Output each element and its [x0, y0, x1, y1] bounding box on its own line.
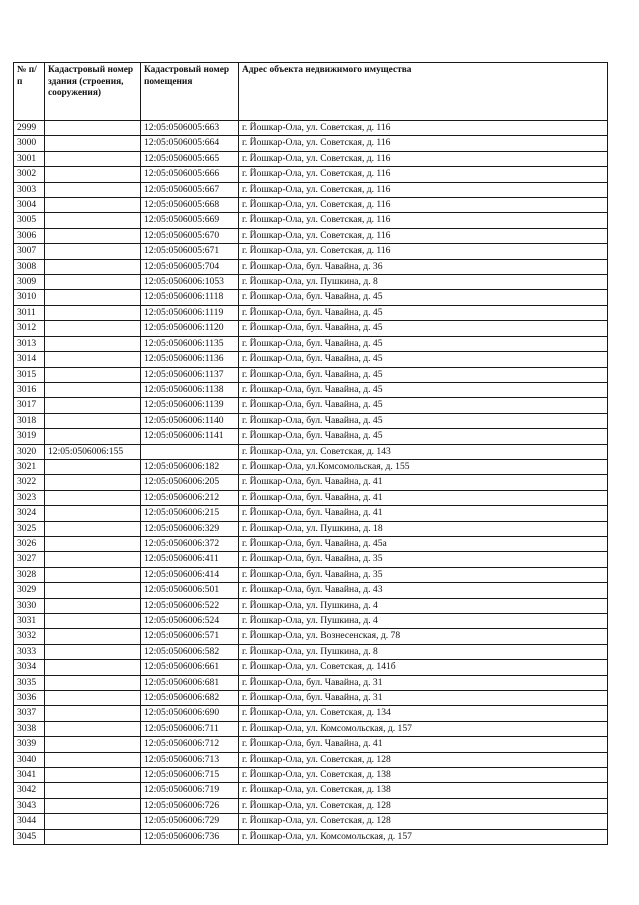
address-cell: г. Йошкар-Ола, ул. Советская, д. 128 [239, 814, 608, 829]
row-number-cell: 3002 [14, 167, 45, 182]
building-cadastral-cell [45, 305, 141, 320]
premises-cadastral-cell: 12:05:0506006:729 [141, 814, 239, 829]
table-row [14, 552, 608, 567]
building-cadastral-cell [45, 275, 141, 290]
premises-cadastral-cell: 12:05:0506006:661 [141, 660, 239, 675]
premises-cadastral-cell: 12:05:0506005:704 [141, 259, 239, 274]
row-number-cell: 3029 [14, 583, 45, 598]
address-cell: г. Йошкар-Ола, ул. Советская, д. 138 [239, 768, 608, 783]
building-cadastral-cell [45, 660, 141, 675]
row-number-cell: 3041 [14, 768, 45, 783]
address-cell: г. Йошкар-Ола, ул. Советская, д. 134 [239, 706, 608, 721]
address-cell: г. Йошкар-Ола, бул. Чавайна, д. 45 [239, 367, 608, 382]
address-cell: г. Йошкар-Ола, ул.Комсомольская, д. 155 [239, 459, 608, 474]
row-number-cell: 3040 [14, 752, 45, 767]
building-cadastral-cell [45, 552, 141, 567]
row-number-cell: 3039 [14, 737, 45, 752]
row-number-cell: 3034 [14, 660, 45, 675]
premises-cadastral-cell: 12:05:0506006:736 [141, 829, 239, 844]
table-row [14, 398, 608, 413]
address-cell: г. Йошкар-Ола, ул. Советская, д. 138 [239, 783, 608, 798]
address-cell: г. Йошкар-Ола, бул. Чавайна, д. 45а [239, 536, 608, 551]
row-number-cell: 3031 [14, 614, 45, 629]
building-cadastral-cell [45, 814, 141, 829]
building-cadastral-cell [45, 598, 141, 613]
table-row [14, 768, 608, 783]
row-number-cell: 3011 [14, 305, 45, 320]
address-cell: г. Йошкар-Ола, бул. Чавайна, д. 45 [239, 321, 608, 336]
building-cadastral-cell [45, 121, 141, 136]
table-row [14, 644, 608, 659]
address-cell: г. Йошкар-Ола, ул. Комсомольская, д. 157 [239, 829, 608, 844]
premises-cadastral-cell: 12:05:0506006:1139 [141, 398, 239, 413]
address-cell: г. Йошкар-Ола, ул. Пушкина, д. 8 [239, 644, 608, 659]
table-row [14, 228, 608, 243]
building-cadastral-cell [45, 768, 141, 783]
building-cadastral-cell [45, 290, 141, 305]
table-row [14, 429, 608, 444]
premises-cadastral-cell: 12:05:0506006:681 [141, 675, 239, 690]
header-premises-cadastral: Кадастровый номер помещения [141, 63, 239, 121]
row-number-cell: 3020 [14, 444, 45, 459]
table-row [14, 259, 608, 274]
table-row [14, 691, 608, 706]
table-row [14, 521, 608, 536]
building-cadastral-cell [45, 614, 141, 629]
premises-cadastral-cell: 12:05:0506006:212 [141, 490, 239, 505]
row-number-cell: 3025 [14, 521, 45, 536]
building-cadastral-cell [45, 429, 141, 444]
building-cadastral-cell [45, 752, 141, 767]
address-cell: г. Йошкар-Ола, ул. Советская, д. 128 [239, 752, 608, 767]
address-cell: г. Йошкар-Ола, ул. Комсомольская, д. 157 [239, 721, 608, 736]
building-cadastral-cell [45, 521, 141, 536]
premises-cadastral-cell: 12:05:0506005:670 [141, 228, 239, 243]
premises-cadastral-cell: 12:05:0506006:690 [141, 706, 239, 721]
building-cadastral-cell [45, 413, 141, 428]
address-cell: г. Йошкар-Ола, бул. Чавайна, д. 31 [239, 691, 608, 706]
row-number-cell: 3032 [14, 629, 45, 644]
row-number-cell: 3027 [14, 552, 45, 567]
address-cell: г. Йошкар-Ола, ул. Советская, д. 116 [239, 121, 608, 136]
row-number-cell: 3045 [14, 829, 45, 844]
address-cell: г. Йошкар-Ола, ул. Советская, д. 116 [239, 167, 608, 182]
table-row [14, 321, 608, 336]
table-row [14, 244, 608, 259]
address-cell: г. Йошкар-Ола, бул. Чавайна, д. 31 [239, 675, 608, 690]
table-row [14, 814, 608, 829]
table-row [14, 336, 608, 351]
address-cell: г. Йошкар-Ола, ул. Пушкина, д. 8 [239, 275, 608, 290]
address-cell: г. Йошкар-Ола, бул. Чавайна, д. 45 [239, 290, 608, 305]
table-row [14, 475, 608, 490]
premises-cadastral-cell: 12:05:0506005:664 [141, 136, 239, 151]
row-number-cell: 3038 [14, 721, 45, 736]
address-cell: г. Йошкар-Ола, ул. Вознесенская, д. 78 [239, 629, 608, 644]
table-row [14, 490, 608, 505]
table-row [14, 167, 608, 182]
address-cell: г. Йошкар-Ола, ул. Пушкина, д. 4 [239, 598, 608, 613]
row-number-cell: 3016 [14, 382, 45, 397]
table-header [14, 63, 608, 121]
premises-cadastral-cell: 12:05:0506006:329 [141, 521, 239, 536]
premises-cadastral-cell: 12:05:0506006:205 [141, 475, 239, 490]
building-cadastral-cell [45, 259, 141, 274]
building-cadastral-cell [45, 691, 141, 706]
table-row [14, 413, 608, 428]
header-row-number: № п/п [14, 63, 45, 121]
row-number-cell: 3035 [14, 675, 45, 690]
table-row [14, 275, 608, 290]
premises-cadastral-cell: 12:05:0506005:667 [141, 182, 239, 197]
table-row [14, 198, 608, 213]
building-cadastral-cell [45, 798, 141, 813]
building-cadastral-cell [45, 675, 141, 690]
building-cadastral-cell: 12:05:0506006:155 [45, 444, 141, 459]
building-cadastral-cell [45, 151, 141, 166]
building-cadastral-cell [45, 490, 141, 505]
building-cadastral-cell [45, 167, 141, 182]
address-cell: г. Йошкар-Ола, ул. Пушкина, д. 4 [239, 614, 608, 629]
address-cell: г. Йошкар-Ола, ул. Советская, д. 116 [239, 228, 608, 243]
building-cadastral-cell [45, 583, 141, 598]
building-cadastral-cell [45, 506, 141, 521]
row-number-cell: 3000 [14, 136, 45, 151]
row-number-cell: 3037 [14, 706, 45, 721]
table-row [14, 536, 608, 551]
header-building-cadastral: Кадастровый номер здания (строения, сооружения) [45, 63, 141, 121]
premises-cadastral-cell: 12:05:0506006:1118 [141, 290, 239, 305]
building-cadastral-cell [45, 213, 141, 228]
premises-cadastral-cell: 12:05:0506005:663 [141, 121, 239, 136]
building-cadastral-cell [45, 352, 141, 367]
row-number-cell: 3013 [14, 336, 45, 351]
premises-cadastral-cell: 12:05:0506006:1119 [141, 305, 239, 320]
table-body [14, 121, 608, 845]
premises-cadastral-cell: 12:05:0506006:712 [141, 737, 239, 752]
building-cadastral-cell [45, 829, 141, 844]
premises-cadastral-cell: 12:05:0506006:711 [141, 721, 239, 736]
table-row [14, 459, 608, 474]
address-cell: г. Йошкар-Ола, ул. Советская, д. 116 [239, 198, 608, 213]
header-row [14, 63, 608, 121]
address-cell: г. Йошкар-Ола, ул. Советская, д. 143 [239, 444, 608, 459]
header-address: Адрес объекта недвижимого имущества [239, 63, 608, 121]
premises-cadastral-cell: 12:05:0506006:713 [141, 752, 239, 767]
table-row [14, 706, 608, 721]
address-cell: г. Йошкар-Ола, бул. Чавайна, д. 45 [239, 382, 608, 397]
row-number-cell: 3021 [14, 459, 45, 474]
building-cadastral-cell [45, 367, 141, 382]
row-number-cell: 3019 [14, 429, 45, 444]
premises-cadastral-cell: 12:05:0506006:719 [141, 783, 239, 798]
table-row [14, 182, 608, 197]
table-row [14, 598, 608, 613]
premises-cadastral-cell: 12:05:0506006:1140 [141, 413, 239, 428]
premises-cadastral-cell: 12:05:0506006:582 [141, 644, 239, 659]
address-cell: г. Йошкар-Ола, бул. Чавайна, д. 41 [239, 475, 608, 490]
row-number-cell: 3007 [14, 244, 45, 259]
row-number-cell: 3042 [14, 783, 45, 798]
row-number-cell: 3015 [14, 367, 45, 382]
address-cell: г. Йошкар-Ола, бул. Чавайна, д. 45 [239, 336, 608, 351]
table-row [14, 367, 608, 382]
table-row [14, 675, 608, 690]
building-cadastral-cell [45, 382, 141, 397]
premises-cadastral-cell: 12:05:0506006:182 [141, 459, 239, 474]
table-row [14, 660, 608, 675]
row-number-cell: 3003 [14, 182, 45, 197]
row-number-cell: 3043 [14, 798, 45, 813]
premises-cadastral-cell: 12:05:0506006:1053 [141, 275, 239, 290]
row-number-cell: 3012 [14, 321, 45, 336]
row-number-cell: 3017 [14, 398, 45, 413]
building-cadastral-cell [45, 536, 141, 551]
table-row [14, 151, 608, 166]
table-row [14, 506, 608, 521]
building-cadastral-cell [45, 198, 141, 213]
address-cell: г. Йошкар-Ола, бул. Чавайна, д. 41 [239, 737, 608, 752]
address-cell: г. Йошкар-Ола, бул. Чавайна, д. 45 [239, 413, 608, 428]
premises-cadastral-cell: 12:05:0506006:414 [141, 567, 239, 582]
address-cell: г. Йошкар-Ола, ул. Советская, д. 128 [239, 798, 608, 813]
table-row [14, 567, 608, 582]
row-number-cell: 2999 [14, 121, 45, 136]
building-cadastral-cell [45, 321, 141, 336]
row-number-cell: 3006 [14, 228, 45, 243]
row-number-cell: 3010 [14, 290, 45, 305]
building-cadastral-cell [45, 706, 141, 721]
row-number-cell: 3030 [14, 598, 45, 613]
table-row [14, 721, 608, 736]
row-number-cell: 3018 [14, 413, 45, 428]
premises-cadastral-cell: 12:05:0506006:571 [141, 629, 239, 644]
building-cadastral-cell [45, 244, 141, 259]
premises-cadastral-cell: 12:05:0506006:1120 [141, 321, 239, 336]
premises-cadastral-cell: 12:05:0506006:501 [141, 583, 239, 598]
table-row [14, 352, 608, 367]
table-row [14, 290, 608, 305]
building-cadastral-cell [45, 644, 141, 659]
row-number-cell: 3044 [14, 814, 45, 829]
building-cadastral-cell [45, 737, 141, 752]
building-cadastral-cell [45, 783, 141, 798]
building-cadastral-cell [45, 182, 141, 197]
building-cadastral-cell [45, 459, 141, 474]
premises-cadastral-cell: 12:05:0506006:522 [141, 598, 239, 613]
address-cell: г. Йошкар-Ола, ул. Советская, д. 116 [239, 213, 608, 228]
building-cadastral-cell [45, 398, 141, 413]
premises-cadastral-cell: 12:05:0506005:671 [141, 244, 239, 259]
premises-cadastral-cell: 12:05:0506005:665 [141, 151, 239, 166]
building-cadastral-cell [45, 336, 141, 351]
address-cell: г. Йошкар-Ола, бул. Чавайна, д. 45 [239, 352, 608, 367]
address-cell: г. Йошкар-Ола, бул. Чавайна, д. 41 [239, 490, 608, 505]
table-row [14, 583, 608, 598]
table-row [14, 444, 608, 459]
row-number-cell: 3036 [14, 691, 45, 706]
premises-cadastral-cell: 12:05:0506006:411 [141, 552, 239, 567]
premises-cadastral-cell: 12:05:0506006:372 [141, 536, 239, 551]
address-cell: г. Йошкар-Ола, ул. Советская, д. 116 [239, 182, 608, 197]
premises-cadastral-cell: 12:05:0506006:726 [141, 798, 239, 813]
table-row [14, 798, 608, 813]
building-cadastral-cell [45, 475, 141, 490]
premises-cadastral-cell: 12:05:0506006:1136 [141, 352, 239, 367]
table-row [14, 829, 608, 844]
property-table [13, 62, 608, 845]
premises-cadastral-cell [141, 444, 239, 459]
table-row [14, 382, 608, 397]
table-row [14, 614, 608, 629]
table-row [14, 629, 608, 644]
row-number-cell: 3009 [14, 275, 45, 290]
building-cadastral-cell [45, 567, 141, 582]
premises-cadastral-cell: 12:05:0506006:1137 [141, 367, 239, 382]
address-cell: г. Йошкар-Ола, бул. Чавайна, д. 35 [239, 567, 608, 582]
row-number-cell: 3014 [14, 352, 45, 367]
premises-cadastral-cell: 12:05:0506006:215 [141, 506, 239, 521]
address-cell: г. Йошкар-Ола, ул. Советская, д. 116 [239, 136, 608, 151]
premises-cadastral-cell: 12:05:0506005:668 [141, 198, 239, 213]
table-row [14, 213, 608, 228]
row-number-cell: 3004 [14, 198, 45, 213]
table-row [14, 121, 608, 136]
address-cell: г. Йошкар-Ола, ул. Пушкина, д. 18 [239, 521, 608, 536]
row-number-cell: 3023 [14, 490, 45, 505]
row-number-cell: 3033 [14, 644, 45, 659]
row-number-cell: 3001 [14, 151, 45, 166]
row-number-cell: 3024 [14, 506, 45, 521]
table-row [14, 305, 608, 320]
address-cell: г. Йошкар-Ола, бул. Чавайна, д. 43 [239, 583, 608, 598]
premises-cadastral-cell: 12:05:0506006:682 [141, 691, 239, 706]
premises-cadastral-cell: 12:05:0506006:715 [141, 768, 239, 783]
premises-cadastral-cell: 12:05:0506005:666 [141, 167, 239, 182]
premises-cadastral-cell: 12:05:0506006:524 [141, 614, 239, 629]
table-row [14, 136, 608, 151]
address-cell: г. Йошкар-Ола, бул. Чавайна, д. 36 [239, 259, 608, 274]
premises-cadastral-cell: 12:05:0506006:1141 [141, 429, 239, 444]
address-cell: г. Йошкар-Ола, бул. Чавайна, д. 35 [239, 552, 608, 567]
address-cell: г. Йошкар-Ола, бул. Чавайна, д. 45 [239, 429, 608, 444]
row-number-cell: 3008 [14, 259, 45, 274]
row-number-cell: 3005 [14, 213, 45, 228]
address-cell: г. Йошкар-Ола, ул. Советская, д. 141б [239, 660, 608, 675]
address-cell: г. Йошкар-Ола, бул. Чавайна, д. 45 [239, 305, 608, 320]
building-cadastral-cell [45, 136, 141, 151]
building-cadastral-cell [45, 629, 141, 644]
building-cadastral-cell [45, 721, 141, 736]
building-cadastral-cell [45, 228, 141, 243]
table-row [14, 752, 608, 767]
premises-cadastral-cell: 12:05:0506005:669 [141, 213, 239, 228]
row-number-cell: 3026 [14, 536, 45, 551]
address-cell: г. Йошкар-Ола, ул. Советская, д. 116 [239, 151, 608, 166]
table-row [14, 737, 608, 752]
premises-cadastral-cell: 12:05:0506006:1138 [141, 382, 239, 397]
row-number-cell: 3022 [14, 475, 45, 490]
address-cell: г. Йошкар-Ола, бул. Чавайна, д. 45 [239, 398, 608, 413]
premises-cadastral-cell: 12:05:0506006:1135 [141, 336, 239, 351]
address-cell: г. Йошкар-Ола, бул. Чавайна, д. 41 [239, 506, 608, 521]
table-row [14, 783, 608, 798]
address-cell: г. Йошкар-Ола, ул. Советская, д. 116 [239, 244, 608, 259]
row-number-cell: 3028 [14, 567, 45, 582]
